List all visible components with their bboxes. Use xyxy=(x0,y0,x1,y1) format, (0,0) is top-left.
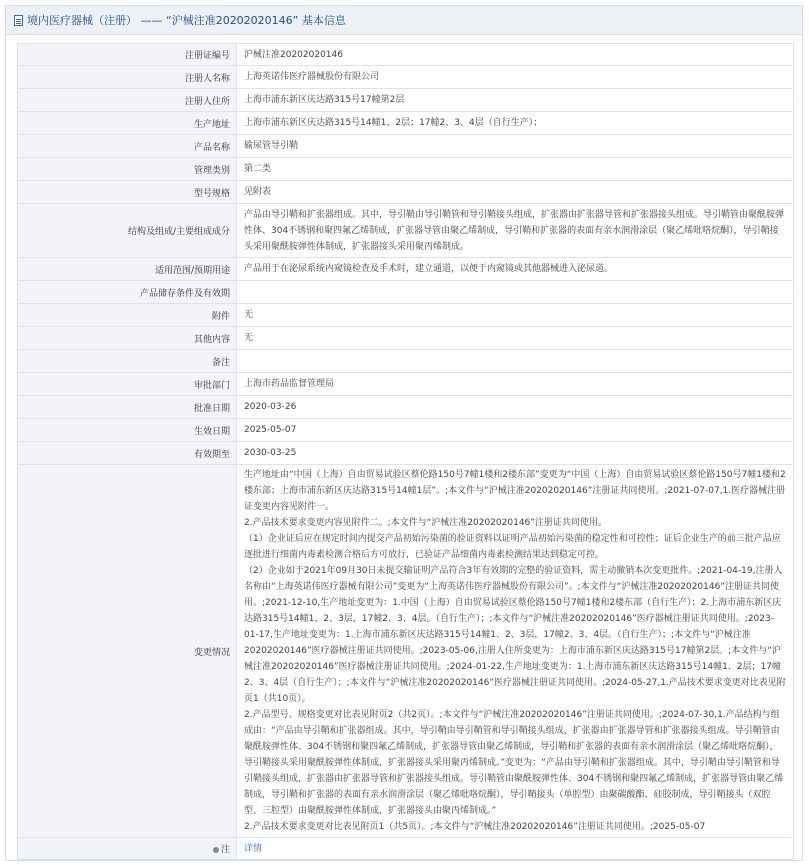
detail-table xyxy=(17,43,794,860)
label-note: 注 xyxy=(220,845,230,855)
value-changes: 生产地址由“中国（上海）自由贸易试验区蔡伦路150号7幢1楼和2楼东部”变更为“中国（上海）自由贸易试验区蔡伦路150号7幢1楼和2楼东部；上海市浦东新区庆达路315号14幢1层”。;本文件与“沪械注准20202020146”注册证共同使用。;2021-07-07,1.医疗器械注册证变更内容见附件一。 2.产品技术要求变更内容见附件二。;本文件与“沪械注准20202020146”注册证共同使用。 （1）企业证后应在规定时间内提交产品初始污染菌的验证资料以证明产品初始污染菌的稳定性和可控性；证后企业生产的前三批产品应逐批进行细菌内毒素检测合格后方可放行，已验证产品细菌内毒素检测结果达到稳定可控。 （2）企业如于2021年09月30日未提交输证明产品符合3年有效期的完整的验证资料，需主动撤销本次变更批件。;2021-04-19,注册人名称由“上海英诺伟医疗器械有限公司”变更为“上海英诺伟医疗器械股份有限公司”。;本文件与“沪械注准20202020146”注册证共同使用。;2021-12-10,生产地址变更为：1.中国（上海）自由贸易试验区蔡伦路150号7幢1楼和2楼东部（自行生产）；2.上海市浦东新区庆达路315号14幢1、2、3层，17幢2、3、4层。（自行生产）；;本文件与“沪械注准20202020146”医疗器械注册证共同使用。;2023-01-17,生产地址变更为：1.上海市浦东新区庆达路315号14幢1、2、3层，17幢2、3、4层。（自行生产）；;本文件与“沪械注准20202020146”医疗器械注册证共同使用。;2023-05-06,注册人住所变更为：上海市浦东新区庆达路315号17幢第2层。;本文件与“沪械注准20202020146”医疗器械注册证共同使用。;2024-01-22,生产地址变更为：1.上海市浦东新区庆达路315号14幢1、2层；17幢2、3、4层（自行生产）；;本文件与“沪械注准20202020146”医疗器械注册证共同使用。;2024-05-27,1.产品技术要求变更对比表见附页1（共10页）。 2.产品型号、规格变更对比表见附页2（共2页）。;本文件与“沪械注准20202020146”注册证共同使用。;2024-07-30,1.产品结构与组成由：“产品由导引鞘和扩张器组成。其中，导引鞘由导引鞘管和导引鞘接头组成，扩张器由扩张器导管和扩张器接头组成。导引鞘管由聚酰胺弹性体、304不锈钢和聚四氟乙烯制成，扩张器导管由聚乙烯制成，导引鞘和扩张器的表面有亲水润滑涂层（聚乙烯吡咯烷酮），导引鞘接头采用聚酰胺弹性体制成，扩张器接头采用聚丙烯制成。”变更为：“产品由导引鞘和扩张器组成。其中，导引鞘由导引鞘管和导引鞘接头组成，扩张器由扩张器导管和扩张器接头组成。导引鞘管由聚酰胺弹性体、304不锈钢和聚四氟乙烯制成，扩张器导管由聚乙烯制成，导引鞘和扩张器的表面有亲水润滑涂层（聚乙烯吡咯烷酮），导引鞘接头（单腔型）由聚碳酸酯、硅胶制成，导引鞘接头（双腔型、三腔型）由聚酰胺弹性体制成，扩张器接头由聚丙烯制成。” 2.产品技术要求变更对比表见附页1（共5页）。;本文件与“沪械注准20202020146”注册证共同使用。;2025-05-07 xyxy=(237,465,794,838)
row-registrant-address xyxy=(18,89,794,112)
row-structure xyxy=(18,204,794,258)
page-title: 境内医疗器械（注册） —— “沪械注准20202020146” 基本信息 xyxy=(27,14,346,27)
value-note-cell xyxy=(237,838,794,860)
label-attachment: 附件 xyxy=(18,304,237,327)
value-approval-date: 2020-03-26 xyxy=(237,396,794,419)
row-product-name xyxy=(18,135,794,158)
label-model-spec: 型号规格 xyxy=(18,181,237,204)
row-note xyxy=(18,838,794,860)
label-scope: 适用范围/预期用途 xyxy=(18,258,237,281)
label-approval-date: 批准日期 xyxy=(18,396,237,419)
label-storage: 产品储存条件及有效期 xyxy=(18,281,237,304)
label-product-name: 产品名称 xyxy=(18,135,237,158)
row-reg-no xyxy=(18,44,794,66)
value-structure: 产品由导引鞘和扩张器组成。其中，导引鞘由导引鞘管和导引鞘接头组成，扩张器由扩张器导管和扩张器接头组成。导引鞘管由聚酰胺弹性体、304不锈钢和聚四氟乙烯制成，扩张器导管由聚乙烯制成，导引鞘和扩张器的表面有亲水润滑涂层（聚乙烯吡咯烷酮），导引鞘接头采用聚酰胺弹性体制成，扩张器接头采用聚丙烯制成。 xyxy=(237,204,794,258)
value-category: 第二类 xyxy=(237,158,794,181)
label-approval-dept: 审批部门 xyxy=(18,373,237,396)
label-category: 管理类别 xyxy=(18,158,237,181)
value-scope: 产品用于在泌尿系统内窥镜检查及手术时，建立通道，以便于内窥镜或其他器械进入泌尿道。 xyxy=(237,258,794,281)
row-changes xyxy=(18,465,794,838)
label-reg-no: 注册证编号 xyxy=(18,44,237,66)
row-other xyxy=(18,327,794,350)
row-registrant xyxy=(18,66,794,89)
label-changes: 变更情况 xyxy=(18,465,237,838)
value-production-address: 上海市浦东新区庆达路315号14幢1、2层；17幢2、3、4层（自行生产）； xyxy=(237,112,794,135)
row-category xyxy=(18,158,794,181)
label-effective-date: 生效日期 xyxy=(18,419,237,442)
row-remark xyxy=(18,350,794,373)
details-link[interactable]: 详情 xyxy=(244,843,263,854)
document-icon xyxy=(14,15,23,26)
label-registrant: 注册人名称 xyxy=(18,66,237,89)
row-effective-date xyxy=(18,419,794,442)
value-remark xyxy=(237,350,794,373)
row-approval-date xyxy=(18,396,794,419)
value-approval-dept: 上海市药品监督管理局 xyxy=(237,373,794,396)
value-storage xyxy=(237,281,794,304)
label-other: 其他内容 xyxy=(18,327,237,350)
row-scope xyxy=(18,258,794,281)
info-icon xyxy=(213,847,219,853)
row-production-address xyxy=(18,112,794,135)
row-attachment xyxy=(18,304,794,327)
row-approval-dept xyxy=(18,373,794,396)
label-structure: 结构及组成/主要组成成分 xyxy=(18,204,237,258)
row-model-spec xyxy=(18,181,794,204)
panel-header xyxy=(6,6,802,35)
row-expiry-date xyxy=(18,442,794,465)
value-attachment: 无 xyxy=(237,304,794,327)
label-expiry-date: 有效期至 xyxy=(18,442,237,465)
value-effective-date: 2025-05-07 xyxy=(237,419,794,442)
label-remark: 备注 xyxy=(18,350,237,373)
value-registrant-address: 上海市浦东新区庆达路315号17幢第2层 xyxy=(237,89,794,112)
value-other: 无 xyxy=(237,327,794,350)
label-registrant-address: 注册人住所 xyxy=(18,89,237,112)
value-product-name: 输尿管导引鞘 xyxy=(237,135,794,158)
row-storage xyxy=(18,281,794,304)
value-registrant: 上海英诺伟医疗器械股份有限公司 xyxy=(237,66,794,89)
value-model-spec: 见附表 xyxy=(237,181,794,204)
value-reg-no: 沪械注准20202020146 xyxy=(237,44,794,66)
label-note-cell xyxy=(18,838,237,860)
label-production-address: 生产地址 xyxy=(18,112,237,135)
value-expiry-date: 2030-03-25 xyxy=(237,442,794,465)
